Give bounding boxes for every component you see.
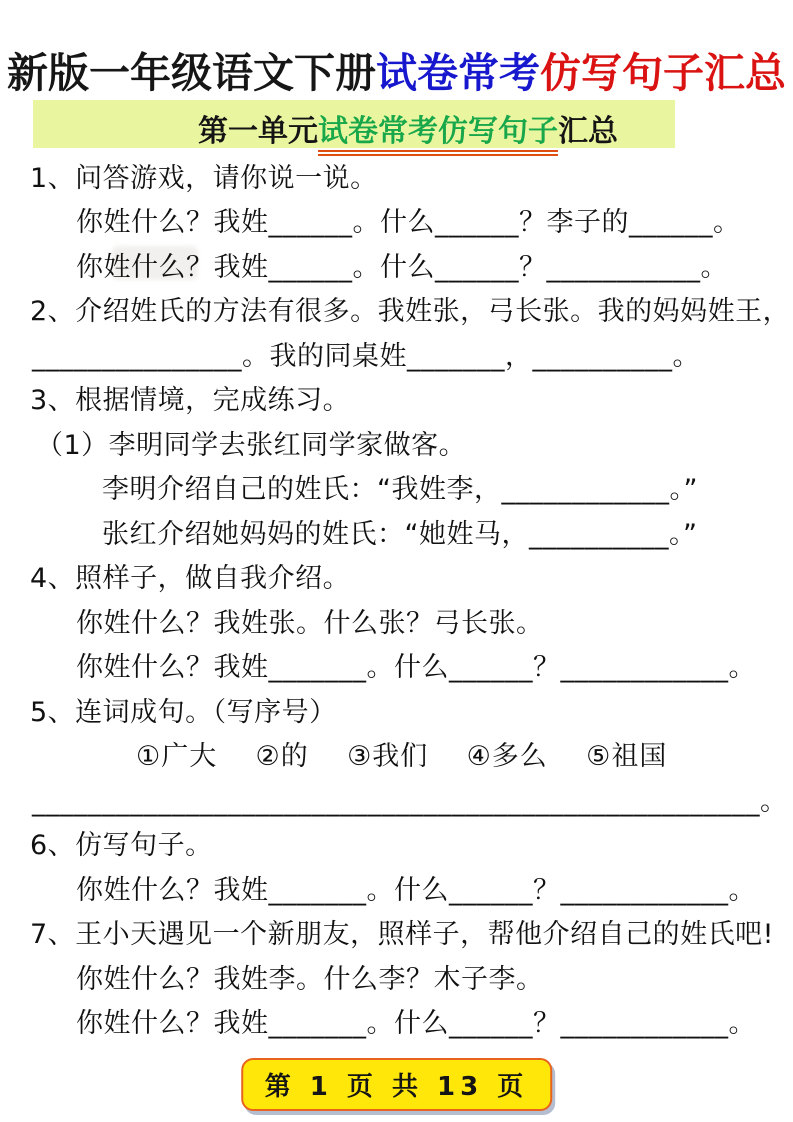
subtitle-part-right: 汇总	[558, 114, 618, 149]
question-2-line-a: _______________。我的同桌姓_______，__________。	[32, 340, 700, 372]
question-7-line-a: 你姓什么？我姓李。什么李？木子李。	[76, 963, 544, 995]
page-number-badge: 第 1 页 共 13 页	[241, 1058, 553, 1111]
question-4-line-b: 你姓什么？我姓_______。什么______？____________。	[76, 652, 756, 684]
worksheet-body	[0, 153, 793, 1043]
question-4-line-a: 你姓什么？我姓张。什么张？弓长张。	[76, 607, 544, 639]
question-5-blank-line: ____________________________________________________。	[32, 785, 788, 817]
question-7-line-b: 你姓什么？我姓_______。什么______？____________。	[76, 1008, 756, 1040]
question-6-header: 6、仿写句子。	[30, 830, 213, 862]
question-1-line-b: 你姓什么？我姓______。什么______？___________。	[76, 251, 728, 283]
question-7-header: 7、王小天遇见一个新朋友，照样子，帮他介绍自己的姓氏吧!	[30, 919, 775, 951]
question-1-header: 1、问答游戏，请你说一说。	[30, 162, 378, 194]
title-part-blue: 试卷常考	[376, 49, 540, 97]
subtitle-part-left: 第一单元	[198, 114, 318, 149]
question-5-options: ①广大 ②的 ③我们 ④多么 ⑤祖国	[136, 741, 668, 773]
question-3-quote-a: 李明介绍自己的姓氏：“我姓李，____________。”	[102, 474, 698, 506]
question-1-line-a: 你姓什么？我姓______。什么______？李子的______。	[76, 207, 741, 239]
question-5-header: 5、连词成句。（写序号）	[30, 696, 337, 728]
page-title	[0, 40, 793, 99]
title-part-red: 仿写句子汇总	[540, 49, 786, 97]
question-3-header: 3、根据情境，完成练习。	[30, 385, 351, 417]
question-2-header: 2、介绍姓氏的方法有很多。我姓张，弓长张。我的妈妈姓王，	[30, 296, 791, 328]
question-3-quote-b: 张红介绍她妈妈的姓氏：“她姓马，__________。”	[102, 518, 698, 550]
subtitle	[198, 106, 618, 150]
question-4-header: 4、照样子，做自我介绍。	[30, 563, 351, 595]
subtitle-part-green-underlined: 试卷常考仿写句子	[318, 114, 558, 156]
subtitle-band	[33, 100, 675, 148]
question-3-sub-1: （1）李明同学去张红同学家做客。	[36, 429, 467, 461]
title-part-black: 新版一年级语文下册	[7, 49, 376, 97]
question-6-line-a: 你姓什么？我姓_______。什么______？____________。	[76, 874, 756, 906]
